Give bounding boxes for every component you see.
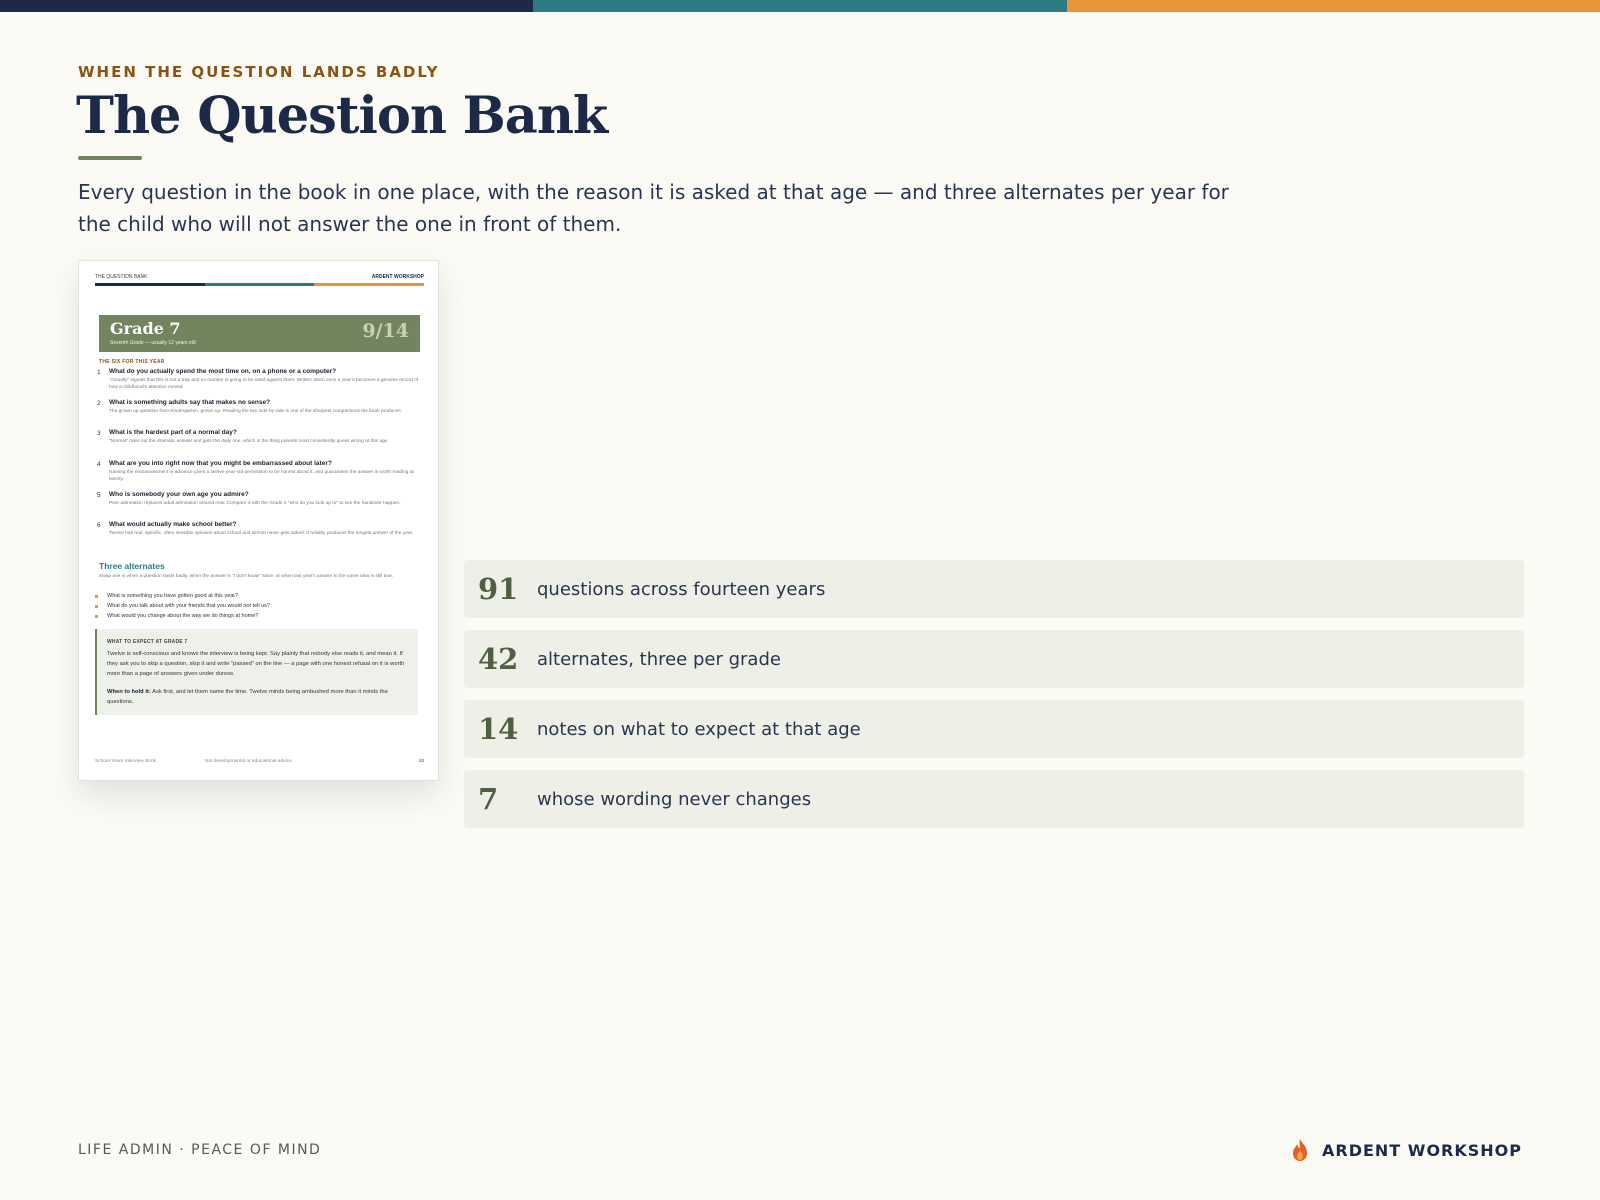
grade-subtitle: Seventh Grade — usually 12 years old xyxy=(110,340,196,346)
question-item xyxy=(97,460,420,491)
hold-note xyxy=(107,687,408,707)
document-header-title: THE QUESTION BANK xyxy=(95,274,148,280)
bullet-icon xyxy=(95,605,98,608)
alternate-text: What would you change about the way we do things at home? xyxy=(107,613,259,619)
question-item xyxy=(97,491,420,522)
stat-number: 14 xyxy=(478,712,519,746)
page-title: The Question Bank xyxy=(76,86,608,146)
document-page-preview xyxy=(78,260,439,781)
alternate-item xyxy=(95,591,415,601)
question-list xyxy=(97,368,420,552)
question-note: "Actually" signals that this is not a trap and no number is going to be used against them. Written down once a year it becomes a genuine record of how a childhood's attention moved. xyxy=(109,378,419,390)
footer-brand-block xyxy=(1290,1138,1522,1162)
question-number: 5 xyxy=(97,491,101,499)
question-note: "Normal" rules out the dramatic answer and gets the daily one, which is the thing parents most consistently guess wrong at this age. xyxy=(109,439,389,445)
stat-number: 7 xyxy=(478,782,499,816)
hold-text: Ask first, and let them name the time. Twelve minds being ambushed more than it minds the questions. xyxy=(107,689,388,705)
document-footer-title: School-Years Interview Book xyxy=(95,759,157,764)
top-bar-navy-segment xyxy=(0,0,533,12)
doc-bar-teal xyxy=(205,283,315,286)
question-text: What is something adults say that makes no sense? xyxy=(109,398,271,406)
eyebrow-label: WHEN THE QUESTION LANDS BADLY xyxy=(78,63,440,81)
title-underline xyxy=(78,156,142,160)
stats-list xyxy=(464,560,1524,840)
alternate-text: What is something you have gotten good at this year? xyxy=(107,593,239,599)
question-item xyxy=(97,368,420,399)
stat-row xyxy=(464,700,1524,758)
question-number: 2 xyxy=(97,399,101,407)
alternate-text: What do you talk about with your friends that you would not tell us? xyxy=(107,603,270,609)
stat-row xyxy=(464,770,1524,828)
document-page-number: 10 xyxy=(418,759,424,764)
stat-label: whose wording never changes xyxy=(537,788,812,810)
question-item xyxy=(97,521,420,552)
footer-tagline: LIFE ADMIN · PEACE OF MIND xyxy=(78,1142,322,1158)
question-note: Twelve has real, specific, often sensible opinions about school and almost never gets asked. It reliably produces the longest answer of the year. xyxy=(109,531,414,537)
stat-number: 91 xyxy=(478,572,519,606)
bullet-icon xyxy=(95,595,98,598)
stat-row xyxy=(464,560,1524,618)
top-color-bar xyxy=(0,0,1600,12)
alternates-intro: Swap one in when a question lands badly, when the answer is "I don't know" twice, or when last year's answer to the same idea is still true. xyxy=(99,574,394,579)
question-number: 3 xyxy=(97,430,101,438)
stat-label: questions across fourteen years xyxy=(537,578,826,600)
alternate-item xyxy=(95,611,415,621)
expectation-text: Twelve is self-conscious and knows the interview is being kept. Say plainly that nobody else reads it, and mean it. If they ask you to skip a question, skip it and write "passed" on the line — a page with one honest refusal on it is worth more than a page of answers given under duress. xyxy=(107,651,405,677)
stat-label: notes on what to expect at that age xyxy=(537,718,861,740)
doc-bar-navy xyxy=(95,283,205,286)
lead-paragraph: Every question in the book in one place, with the reason it is asked at that age — and three alternates per year for the child who will not answer the one in front of them. xyxy=(78,180,1229,236)
top-bar-orange-segment xyxy=(1067,0,1600,12)
document-header-brand: ARDENT WORKSHOP xyxy=(371,274,424,280)
grade-count: 9/14 xyxy=(362,320,409,342)
question-note: Naming the embarrassment in advance gives a twelve-year-old permission to be honest about it, and guarantees the answer is worth reading at twenty. xyxy=(109,470,414,482)
top-bar-teal-segment xyxy=(533,0,1066,12)
question-text: What would actually make school better? xyxy=(109,521,237,529)
expectation-label: WHAT TO EXPECT AT GRADE 7 xyxy=(107,639,188,645)
flame-icon xyxy=(1290,1138,1310,1162)
footer-brand-name: ARDENT WORKSHOP xyxy=(1322,1140,1522,1160)
expectation-callout xyxy=(95,629,418,715)
question-text: What are you into right now that you might be embarrassed about later? xyxy=(109,460,332,468)
question-number: 1 xyxy=(97,369,101,376)
bullet-icon xyxy=(95,615,98,618)
question-number: 4 xyxy=(97,461,101,469)
hold-label: When to hold it: xyxy=(107,689,151,695)
document-color-bar xyxy=(95,283,424,286)
stat-number: 42 xyxy=(478,642,519,676)
alternate-item xyxy=(95,601,415,611)
alternates-list xyxy=(95,591,415,621)
question-text: What is the hardest part of a normal day? xyxy=(109,429,237,437)
question-note: Peer admiration replaces adult admiration around now. Compare it with the Grade 2 "who do you look up to" to see the handover happen. xyxy=(109,500,401,506)
question-text: Who is somebody your own age you admire? xyxy=(109,490,249,498)
grade-title: Grade 7 xyxy=(110,319,181,338)
document-header xyxy=(95,274,424,280)
doc-bar-orange xyxy=(314,283,424,286)
question-item xyxy=(97,399,420,430)
question-item xyxy=(97,429,420,460)
questions-section-label: THE SIX FOR THIS YEAR xyxy=(99,359,165,365)
stat-label: alternates, three per grade xyxy=(537,648,781,670)
question-note: The grown-up question from Kindergarten, grown up. Reading the two side by side is one of the sharpest comparisons the book produces. xyxy=(109,408,403,414)
stat-row xyxy=(464,630,1524,688)
alternates-title: Three alternates xyxy=(99,561,165,571)
question-text: What do you actually spend the most time on, on a phone or a computer? xyxy=(109,368,337,375)
question-number: 6 xyxy=(97,522,101,530)
grade-banner xyxy=(99,315,420,352)
document-footer-disclaimer: Not developmental or educational advice. xyxy=(205,759,293,764)
